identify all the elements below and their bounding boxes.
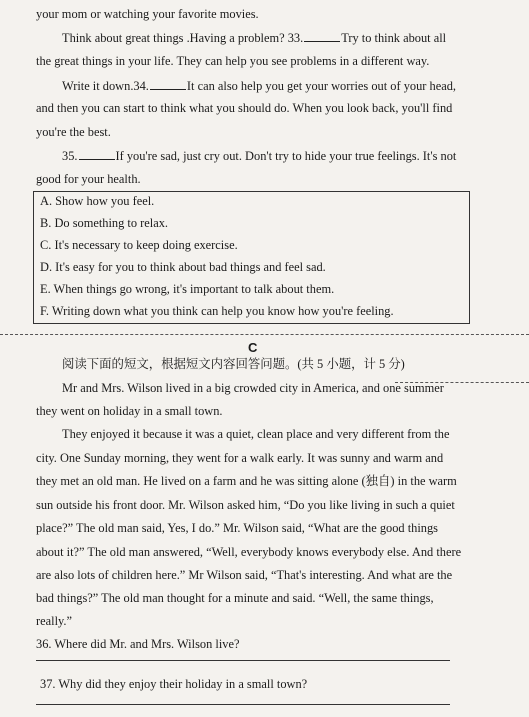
passage-line: Mr and Mrs. Wilson lived in a big crowded city in America, and one summer (62, 381, 444, 395)
passage-line-34 (62, 77, 456, 94)
passage-line: they went on holiday in a small town. (36, 404, 223, 418)
passage-line: They enjoyed it because it was a quiet, clean place and very different from the (62, 427, 450, 441)
answer-blank-34[interactable] (150, 77, 186, 90)
passage-line: really.” (36, 614, 72, 628)
section-heading: C (248, 340, 258, 355)
cut-line (0, 334, 529, 335)
option-e: E. When things go wrong, it's important to talk about them. (40, 282, 335, 296)
passage-text: 35. (62, 149, 78, 163)
options-box (33, 191, 470, 324)
passage-text: If you're sad, just cry out. Don't try to hide your true feelings. It's not (115, 149, 457, 163)
option-a: A. Show how you feel. (40, 194, 155, 208)
passage-line: you're the best. (36, 125, 111, 139)
passage-line: bad things?” The old man thought for a minute and said. “Well, the same things, (36, 591, 434, 605)
passage-text: Try to think about all (341, 31, 447, 45)
answer-line-36[interactable] (36, 660, 450, 661)
passage-line: place?” The old man said, Yes, I do.” Mr. Wilson said, “What are the good things (36, 521, 438, 535)
passage-text: Think about great things .Having a problem? 33. (62, 31, 304, 45)
passage-text: It can also help you get your worries out of your head, (186, 79, 457, 93)
answer-blank-35[interactable] (79, 147, 115, 160)
option-d: D. It's easy for you to think about bad things and feel sad. (40, 260, 326, 274)
option-b: B. Do something to relax. (40, 216, 169, 230)
passage-line: good for your health. (36, 172, 141, 186)
passage-line: are also lots of children here.” Mr Wilson said, “That's interesting. And what are the (36, 568, 453, 582)
question-37: 37. Why did they enjoy their holiday in a small town? (40, 677, 308, 691)
answer-line-37[interactable] (36, 704, 450, 705)
passage-line: they met an old man. He lived on a farm and he was sitting alone (独自) in the warm (36, 474, 457, 488)
section-instruction: 阅读下面的短文，根据短文内容回答问题。(共 5 小题，计 5 分) (62, 357, 405, 371)
passage-line: the great things in your life. They can help you see problems in a different way. (36, 54, 430, 68)
option-c: C. It's necessary to keep doing exercise. (40, 238, 238, 252)
passage-line: and then you can start to think what you should do. When you look back, you'll find (36, 101, 453, 115)
passage-line: sun outside his front door. Mr. Wilson asked him, “Do you like living in such a quiet (36, 498, 455, 512)
passage-text: Write it down.34. (62, 79, 149, 93)
option-f: F. Writing down what you think can help you know how you're feeling. (40, 304, 394, 318)
answer-blank-33[interactable] (304, 29, 340, 42)
passage-line-35 (62, 147, 456, 164)
passage-line: about it?” The old man answered, “Well, everybody knows everybody else. And there (36, 545, 462, 559)
question-36: 36. Where did Mr. and Mrs. Wilson live? (36, 637, 240, 651)
passage-line: your mom or watching your favorite movies. (36, 7, 259, 21)
passage-line-33 (62, 29, 446, 46)
passage-line: city. One Sunday morning, they went for a walk early. It was sunny and warm and (36, 451, 444, 465)
